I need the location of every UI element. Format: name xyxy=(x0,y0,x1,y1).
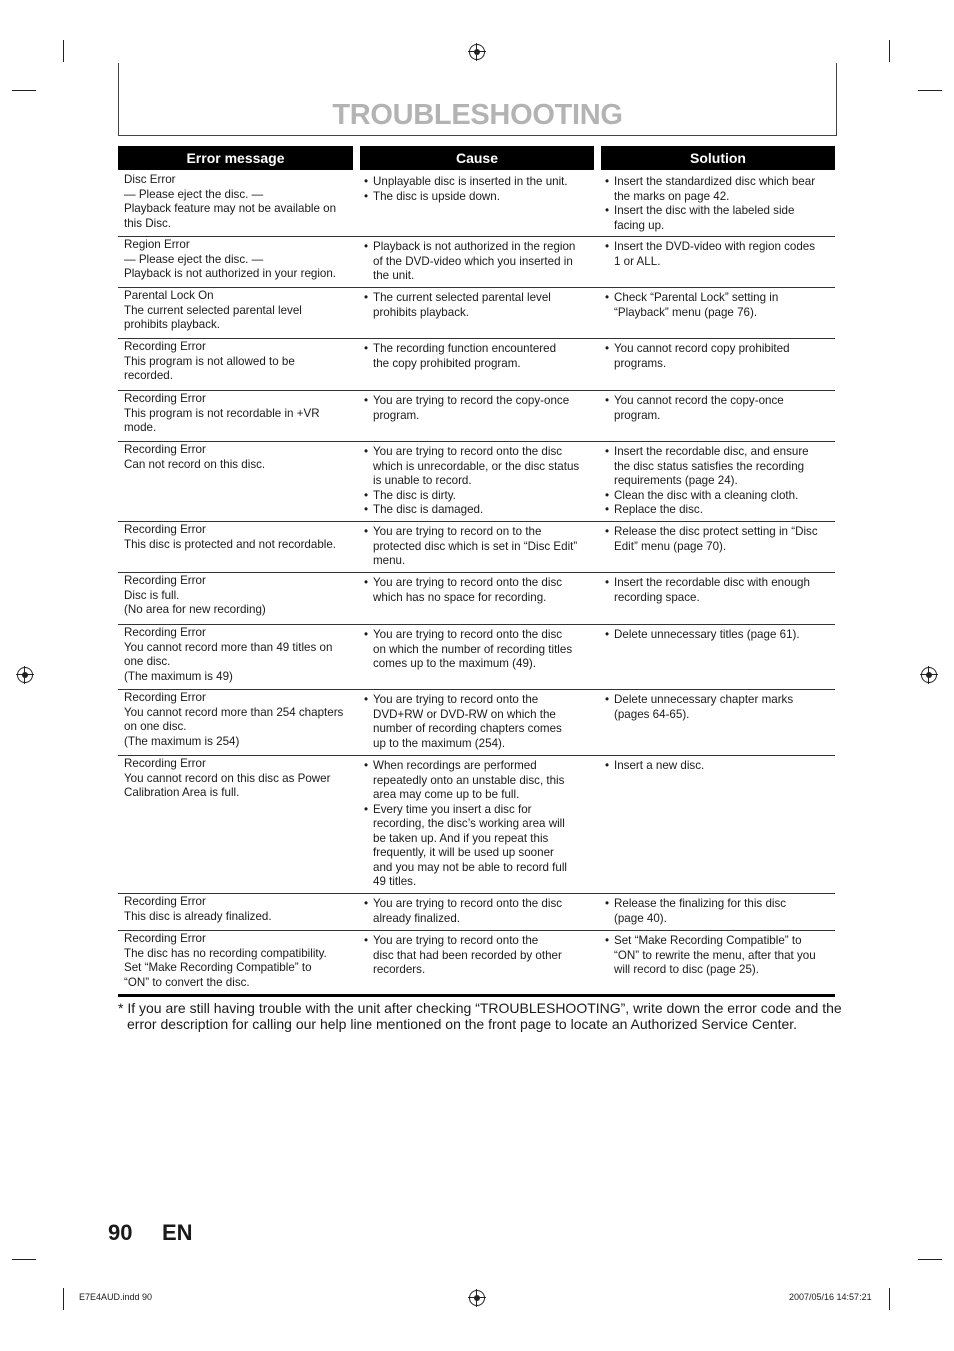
table-row xyxy=(118,237,835,288)
solution-line: “Playback” menu (page 76). xyxy=(614,305,758,319)
cause-cell xyxy=(364,291,590,320)
bullet-icon: • xyxy=(364,189,369,203)
cause-item xyxy=(364,803,590,890)
error-message-cell xyxy=(124,932,352,990)
cause-cell xyxy=(364,759,590,890)
solution-item xyxy=(605,342,833,371)
error-message-line: one disc. xyxy=(124,655,171,668)
solution-cell xyxy=(605,240,833,269)
registration-mark-icon xyxy=(17,667,33,683)
error-message-line: This program is not allowed to be xyxy=(124,354,295,368)
footnote-line: error description for calling our help line mentioned on the front page to locate an Authorized Service Center. xyxy=(127,1016,798,1032)
cause-line: already finalized. xyxy=(373,911,461,925)
error-message-line: Set “Make Recording Compatible” to xyxy=(124,961,312,974)
error-message-line: Recording Error xyxy=(124,523,206,536)
cause-line: which has no space for recording. xyxy=(373,590,547,604)
solution-line: You cannot record copy prohibited xyxy=(614,342,790,355)
cause-line: Unplayable disc is inserted in the unit. xyxy=(373,175,568,188)
error-message-line: Recording Error xyxy=(124,895,206,908)
cause-cell xyxy=(364,445,590,518)
bullet-icon: • xyxy=(364,175,369,188)
bullet-icon: • xyxy=(364,240,369,253)
bullet-icon: • xyxy=(605,175,610,188)
bullet-icon: • xyxy=(364,503,369,516)
table-row xyxy=(118,522,835,573)
cause-line: You are trying to record on to the xyxy=(373,525,542,538)
solution-cell xyxy=(605,445,833,518)
cause-cell xyxy=(364,240,590,284)
crop-mark xyxy=(12,1259,36,1260)
cause-line: You are trying to record the copy-once xyxy=(373,394,570,407)
header-error-message: Error message xyxy=(118,146,353,170)
error-message-line: prohibits playback. xyxy=(124,318,221,331)
cause-line: 49 titles. xyxy=(373,875,417,888)
bullet-icon: • xyxy=(364,802,369,816)
error-message-line: This disc is already finalized. xyxy=(124,909,272,923)
crop-mark xyxy=(918,1259,942,1260)
bullet-icon: • xyxy=(364,525,369,538)
bullet-icon: • xyxy=(364,934,369,947)
solution-line: You cannot record the copy-once xyxy=(614,394,784,407)
error-message-cell xyxy=(124,289,352,333)
solution-line: Insert the disc with the labeled side xyxy=(614,204,795,217)
error-message-line: Recording Error xyxy=(124,626,206,639)
solution-line: program. xyxy=(614,408,661,422)
table-row xyxy=(118,690,835,756)
solution-line: Clean the disc with a cleaning cloth. xyxy=(614,488,799,502)
error-message-line: mode. xyxy=(124,421,157,434)
cause-line: Every time you insert a disc for xyxy=(373,802,532,816)
table-row xyxy=(118,756,835,894)
error-message-cell xyxy=(124,691,352,749)
bullet-icon: • xyxy=(605,204,610,217)
error-message-cell xyxy=(124,392,352,436)
cause-line: When recordings are performed xyxy=(373,759,537,772)
solution-line: “ON” to rewrite the menu, after that you xyxy=(614,948,816,962)
cause-line: DVD+RW or DVD-RW on which the xyxy=(373,707,556,721)
table-row xyxy=(118,172,835,237)
bullet-icon: • xyxy=(605,628,610,641)
error-message-line: You cannot record more than 254 chapters xyxy=(124,705,344,719)
solution-item xyxy=(605,693,833,722)
cause-item xyxy=(364,291,590,320)
error-message-line: This program is not recordable in +VR xyxy=(124,406,320,420)
cause-cell xyxy=(364,934,590,978)
cause-cell xyxy=(364,897,590,926)
cause-cell xyxy=(364,342,590,371)
solution-item xyxy=(605,240,833,269)
cause-cell xyxy=(364,576,590,605)
print-slug-file: E7E4AUD.indd 90 xyxy=(79,1292,153,1302)
solution-line: Insert the DVD-video with region codes xyxy=(614,240,816,253)
bullet-icon: • xyxy=(605,445,610,458)
cause-line: area may come up to be full. xyxy=(373,788,520,801)
footnote-line: * If you are still having trouble with the unit after checking “TROUBLESHOOTING”, write down the error code and the xyxy=(118,1000,842,1016)
solution-item xyxy=(605,489,833,504)
error-message-line: Playback feature may not be available on xyxy=(124,202,337,215)
cause-line: be taken up. And if you repeat this xyxy=(373,831,549,845)
cause-cell xyxy=(364,628,590,672)
solution-cell xyxy=(605,291,833,320)
solution-line: facing up. xyxy=(614,218,665,232)
cause-line: which is unrecordable, or the disc status xyxy=(373,459,580,473)
error-message-line: (The maximum is 254) xyxy=(124,734,240,748)
print-slug-date: 2007/05/16 14:57:21 xyxy=(789,1292,872,1302)
solution-cell xyxy=(605,934,833,978)
error-message-line: Parental Lock On xyxy=(124,289,214,302)
cause-line: repeatedly onto an unstable disc, this xyxy=(373,773,565,787)
cause-line: protected disc which is set in “Disc Edit” xyxy=(373,539,578,553)
solution-line: Edit” menu (page 70). xyxy=(614,539,727,553)
solution-line: Release the finalizing for this disc xyxy=(614,897,787,910)
solution-cell xyxy=(605,693,833,722)
solution-line: Release the disc protect setting in “Disc xyxy=(614,525,818,538)
footnote xyxy=(118,1000,842,1032)
bullet-icon: • xyxy=(364,693,369,706)
crop-mark xyxy=(889,1288,890,1310)
error-message-line: You cannot record on this disc as Power xyxy=(124,771,331,785)
solution-item xyxy=(605,445,833,489)
crop-mark xyxy=(63,1288,64,1310)
cause-cell xyxy=(364,394,590,423)
solution-line: programs. xyxy=(614,356,667,370)
bullet-icon: • xyxy=(364,576,369,589)
error-message-cell xyxy=(124,238,352,282)
error-message-line: “ON” to convert the disc. xyxy=(124,975,250,989)
cause-line: Playback is not authorized in the region xyxy=(373,240,576,253)
cause-line: recorders. xyxy=(373,963,426,976)
bullet-icon: • xyxy=(364,394,369,407)
cause-item xyxy=(364,394,590,423)
error-message-line: The current selected parental level xyxy=(124,303,302,317)
cause-line: The disc is dirty. xyxy=(373,488,456,502)
error-message-line: Recording Error xyxy=(124,691,206,704)
bullet-icon: • xyxy=(605,394,610,407)
cause-line: number of recording chapters comes xyxy=(373,722,562,735)
cause-line: You are trying to record onto the disc xyxy=(373,445,563,458)
table-row xyxy=(118,339,835,391)
cause-line: comes up to the maximum (49). xyxy=(373,657,537,670)
cause-line: the unit. xyxy=(373,269,415,282)
cause-line: You are trying to record onto the disc xyxy=(373,628,563,641)
error-message-line: this Disc. xyxy=(124,216,172,230)
crop-mark xyxy=(918,90,942,91)
cause-line: recording, the disc’s working area will xyxy=(373,817,565,830)
error-message-cell xyxy=(124,757,352,801)
cause-line: prohibits playback. xyxy=(373,305,470,319)
solution-line: (page 40). xyxy=(614,911,667,925)
bullet-icon: • xyxy=(605,525,610,538)
cause-item xyxy=(364,503,590,518)
cause-item xyxy=(364,693,590,751)
cause-item xyxy=(364,175,590,190)
solution-line: Insert the recordable disc with enough xyxy=(614,576,810,589)
cause-cell xyxy=(364,175,590,204)
cause-item xyxy=(364,489,590,504)
cause-line: disc that had been recorded by other xyxy=(373,948,562,962)
solution-item xyxy=(605,628,833,643)
error-message-line: Disc is full. xyxy=(124,588,180,602)
solution-line: Set “Make Recording Compatible” to xyxy=(614,934,802,947)
solution-cell xyxy=(605,576,833,605)
solution-line: Insert the standardized disc which bear xyxy=(614,175,816,188)
table-row xyxy=(118,894,835,931)
crop-mark xyxy=(63,40,64,62)
solution-line: the marks on page 42. xyxy=(614,189,730,203)
bullet-icon: • xyxy=(605,759,610,772)
table-row xyxy=(118,391,835,442)
bullet-icon: • xyxy=(605,488,610,502)
error-message-line: You cannot record more than 49 titles on xyxy=(124,640,333,654)
cause-line: the copy prohibited program. xyxy=(373,356,521,370)
solution-line: (pages 64-65). xyxy=(614,707,690,721)
solution-cell xyxy=(605,525,833,554)
solution-item xyxy=(605,897,833,926)
solution-line: Replace the disc. xyxy=(614,503,703,516)
solution-line: Check “Parental Lock” setting in xyxy=(614,291,779,304)
solution-line: Insert the recordable disc, and ensure xyxy=(614,445,809,458)
error-message-line: This disc is protected and not recordable. xyxy=(124,537,337,551)
cause-line: The current selected parental level xyxy=(373,291,551,304)
error-message-line: Recording Error xyxy=(124,574,206,587)
cause-item xyxy=(364,897,590,926)
cause-item xyxy=(364,525,590,569)
bullet-icon: • xyxy=(364,342,369,355)
solution-cell xyxy=(605,759,833,774)
solution-item xyxy=(605,503,833,518)
cause-line: and you may not be able to record full xyxy=(373,860,567,874)
bullet-icon: • xyxy=(605,693,610,706)
page-number: 90 xyxy=(108,1220,133,1245)
cause-item xyxy=(364,759,590,803)
solution-cell xyxy=(605,175,833,233)
error-message-line: — Please eject the disc. — xyxy=(124,252,264,266)
solution-cell xyxy=(605,897,833,926)
error-message-cell xyxy=(124,626,352,684)
bullet-icon: • xyxy=(605,576,610,589)
solution-cell xyxy=(605,394,833,423)
error-message-line: Recording Error xyxy=(124,932,206,945)
error-message-cell xyxy=(124,173,352,231)
cause-line: on which the number of recording titles xyxy=(373,642,573,656)
solution-line: requirements (page 24). xyxy=(614,474,738,487)
solution-item xyxy=(605,934,833,978)
error-message-cell xyxy=(124,523,352,552)
cause-item xyxy=(364,190,590,205)
table-row xyxy=(118,573,835,625)
table-row xyxy=(118,931,835,997)
table-row xyxy=(118,288,835,339)
bullet-icon: • xyxy=(364,897,369,910)
table-row xyxy=(118,625,835,690)
error-message-line: Playback is not authorized in your region. xyxy=(124,267,337,280)
solution-line: will record to disc (page 25). xyxy=(614,963,759,976)
crop-mark xyxy=(12,90,36,91)
solution-line: the disc status satisfies the recording xyxy=(614,459,805,473)
cause-cell xyxy=(364,693,590,751)
solution-line: Delete unnecessary titles (page 61). xyxy=(614,628,800,641)
cause-line: You are trying to record onto the disc xyxy=(373,897,563,910)
cause-line: The disc is damaged. xyxy=(373,503,484,516)
solution-line: Insert a new disc. xyxy=(614,759,705,772)
solution-item xyxy=(605,204,833,233)
cause-line: of the DVD-video which you inserted in xyxy=(373,254,573,268)
solution-item xyxy=(605,576,833,605)
bullet-icon: • xyxy=(364,291,369,304)
error-message-line: Recording Error xyxy=(124,443,206,456)
cause-line: The recording function encountered xyxy=(373,342,557,355)
table-row xyxy=(118,442,835,522)
bullet-icon: • xyxy=(605,934,610,947)
registration-mark-icon xyxy=(469,1290,485,1306)
cause-line: menu. xyxy=(373,554,406,567)
error-message-cell xyxy=(124,443,352,472)
solution-line: Delete unnecessary chapter marks xyxy=(614,693,794,706)
registration-mark-icon xyxy=(469,44,485,60)
cause-item xyxy=(364,445,590,489)
header-solution: Solution xyxy=(601,146,835,170)
error-message-line: recorded. xyxy=(124,369,173,382)
solution-line: 1 or ALL. xyxy=(614,254,661,268)
bullet-icon: • xyxy=(364,488,369,502)
cause-line: is unable to record. xyxy=(373,474,472,487)
error-message-line: Recording Error xyxy=(124,392,206,405)
error-message-cell xyxy=(124,574,352,618)
solution-line: recording space. xyxy=(614,590,700,604)
bullet-icon: • xyxy=(605,291,610,304)
cause-line: You are trying to record onto the xyxy=(373,934,539,947)
bullet-icon: • xyxy=(605,342,610,355)
error-message-line: The disc has no recording compatibility. xyxy=(124,946,327,960)
solution-cell xyxy=(605,628,833,643)
error-message-line: Disc Error xyxy=(124,173,176,186)
cause-line: You are trying to record onto the disc xyxy=(373,576,563,589)
solution-item xyxy=(605,759,833,774)
bullet-icon: • xyxy=(605,503,610,516)
bullet-icon: • xyxy=(364,445,369,458)
cause-line: frequently, it will be used up sooner xyxy=(373,846,554,859)
error-message-line: Calibration Area is full. xyxy=(124,786,240,799)
cause-item xyxy=(364,240,590,284)
bullet-icon: • xyxy=(364,628,369,641)
header-cause: Cause xyxy=(360,146,594,170)
crop-mark xyxy=(889,40,890,62)
error-message-line: on one disc. xyxy=(124,720,187,733)
error-message-line: Region Error xyxy=(124,238,190,251)
solution-item xyxy=(605,525,833,554)
registration-mark-icon xyxy=(921,667,937,683)
solution-item xyxy=(605,291,833,320)
cause-item xyxy=(364,628,590,672)
cause-item xyxy=(364,576,590,605)
title-frame xyxy=(118,63,837,136)
error-message-line: (The maximum is 49) xyxy=(124,669,233,683)
error-message-cell xyxy=(124,340,352,384)
cause-cell xyxy=(364,525,590,569)
error-message-line: Recording Error xyxy=(124,757,206,770)
cause-item xyxy=(364,342,590,371)
cause-line: up to the maximum (254). xyxy=(373,736,506,750)
error-message-line: Can not record on this disc. xyxy=(124,457,266,471)
error-message-line: Recording Error xyxy=(124,340,206,353)
error-message-line: (No area for new recording) xyxy=(124,603,266,616)
cause-line: The disc is upside down. xyxy=(373,189,500,203)
cause-line: You are trying to record onto the xyxy=(373,693,539,706)
bullet-icon: • xyxy=(364,759,369,772)
page-title: TROUBLESHOOTING xyxy=(332,99,623,131)
language-label: EN xyxy=(162,1220,193,1245)
bullet-icon: • xyxy=(605,240,610,253)
error-message-line: — Please eject the disc. — xyxy=(124,187,264,201)
bullet-icon: • xyxy=(605,897,610,910)
solution-item xyxy=(605,175,833,204)
solution-cell xyxy=(605,342,833,371)
solution-item xyxy=(605,394,833,423)
error-message-cell xyxy=(124,895,352,924)
cause-line: program. xyxy=(373,408,420,422)
cause-item xyxy=(364,934,590,978)
